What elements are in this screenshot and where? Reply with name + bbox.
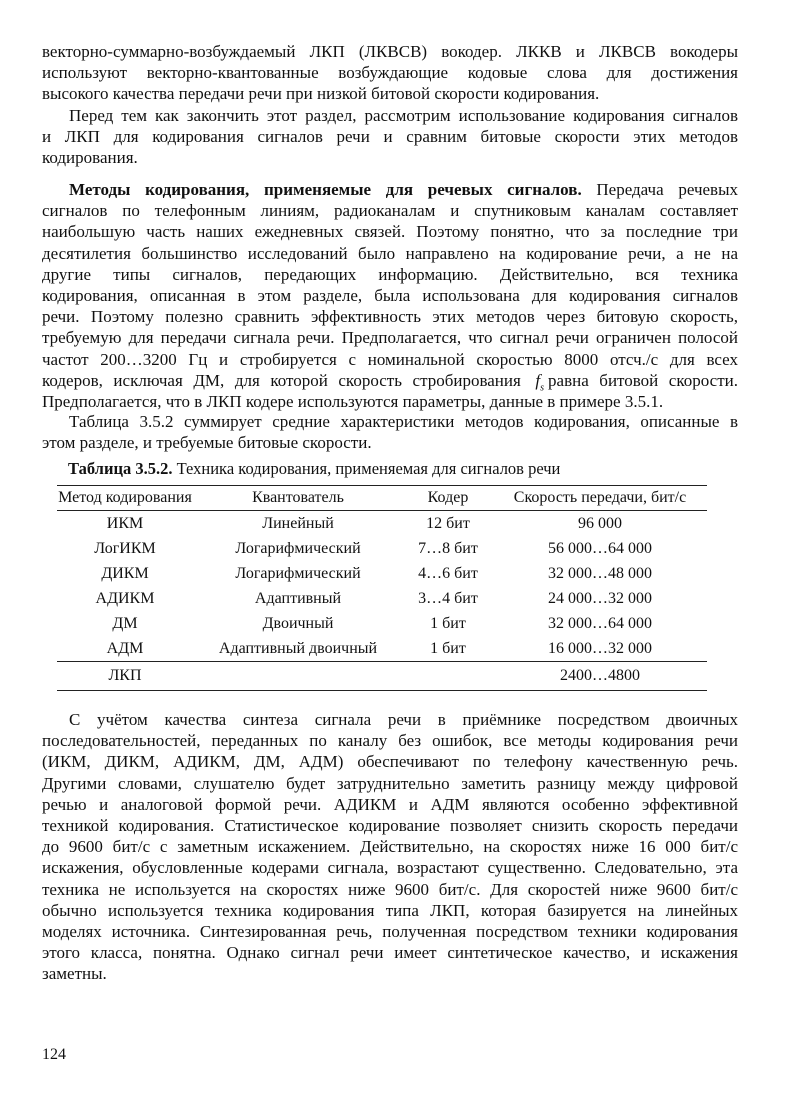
line-text: десятилетия большинство исследований было направлено на кодирование речи, а не на	[42, 243, 738, 263]
line-text: речи. Поэтому полезно сравнить эффективность этих методов через битовую скорость,	[42, 307, 738, 327]
line-text: речью и аналоговой формой речи. АДИКМ и АДМ являются особенно эффективной	[42, 794, 738, 814]
line-text: Перед тем как закончить этот раздел, рассмотрим использование кодирования сигналов	[69, 106, 738, 125]
cell-bitrate: 32 000…64 000	[548, 614, 652, 632]
text-line	[42, 411, 738, 432]
header-quantizer: Квантователь	[193, 486, 403, 511]
line-text: техника не используется на скоростях ниже 9600 бит/с. Для скоростей ниже 9600 бит/с	[42, 879, 738, 899]
table-caption	[68, 459, 560, 479]
line-text: последовательностей, переданных по каналу без ошибок, все методы кодирования речи	[42, 731, 738, 751]
line-text: Другими словами, слушателю будет затруднительно заметить разницу между цифровой	[42, 773, 738, 793]
line-text: кодирования.	[42, 148, 138, 168]
coding-techniques-table	[57, 485, 707, 691]
text-line	[42, 221, 738, 242]
line-text: высокого качества передачи речи при низкой битовой скорости кодирования.	[42, 84, 600, 104]
cell-method: ДМ	[112, 614, 138, 632]
paragraph-intro	[42, 105, 738, 169]
line-text: до 9600 бит/с с заметным искажением. Действительно, на скоростях ниже 16 000 бит/с	[42, 837, 738, 857]
line-text: этом разделе, и требуемые битовые скорости.	[42, 433, 372, 453]
cell-quantizer: Адаптивный	[254, 589, 342, 607]
cell-coder: 1 бит	[430, 614, 466, 632]
section-heading-inline: Методы кодирования, применяемые для речевых сигналов.	[69, 180, 582, 199]
cell-bitrate: 32 000…48 000	[548, 564, 652, 582]
text-line	[42, 900, 738, 921]
line-text: кодеров, исключая ДМ, для которой скорость стробирования	[42, 370, 521, 390]
text-line	[42, 709, 738, 730]
text-line	[42, 327, 738, 348]
text-line	[42, 836, 738, 857]
cell-quantizer: Логарифмический	[235, 539, 361, 557]
line-text: равна битовой скорости.	[548, 370, 738, 390]
table-header-row	[57, 486, 707, 511]
cell-coder: 7…8 бит	[418, 539, 478, 557]
cell-quantizer: Двоичный	[262, 614, 334, 632]
line-text: моделях источника. Синтезированная речь, полученная посредством техники кодирования	[42, 921, 738, 941]
cell-method: ЛКП	[57, 662, 193, 691]
cell-quantizer: Линейный	[262, 514, 334, 532]
cell-method: ИКМ	[106, 514, 144, 532]
paragraph-conclusion	[42, 709, 738, 984]
text-line	[42, 730, 738, 751]
cell-coder: 12 бит	[426, 514, 470, 532]
line-text: наибольшую часть наших ежедневных связей. Поэтому понятно, что за последние три	[42, 222, 738, 242]
cell-method: ЛогИКМ	[94, 539, 156, 557]
cell-bitrate: 96 000	[578, 514, 622, 532]
table-row	[57, 636, 707, 662]
text-line	[42, 147, 738, 168]
cell-coder: 3…4 бит	[418, 589, 478, 607]
cell-coder	[403, 662, 493, 691]
table-caption-label: Таблица 3.5.2.	[68, 459, 173, 478]
line-text: Передача речевых	[596, 180, 738, 199]
text-line	[42, 432, 738, 453]
header-bitrate: Скорость передачи, бит/с	[493, 486, 707, 511]
line-text: и ЛКП для кодирования сигналов речи и сравним битовые скорости этих методов	[42, 127, 738, 147]
line-text: векторно-суммарно-возбуждаемый ЛКП (ЛКВСВ) вокодер. ЛККВ и ЛКВСВ вокодеры	[42, 42, 738, 61]
table-row	[57, 511, 707, 537]
line-text: С учётом качества синтеза сигнала речи в приёмнике посредством двоичных	[69, 710, 738, 729]
cell-quantizer	[193, 662, 403, 691]
symbol-f: f	[535, 370, 541, 390]
text-line	[42, 105, 738, 126]
line-text: (ИКМ, ДИКМ, АДИКМ, ДМ, АДМ) обеспечивают по телефону качественную речь.	[42, 752, 738, 772]
line-text: кодирования, описанная в этом разделе, была использована для кодирования сигналов	[42, 285, 738, 305]
text-line	[42, 815, 738, 836]
line-text: обычно используется техника кодирования типа ЛКП, которая базируется на линейных	[42, 900, 738, 920]
text-line	[42, 391, 738, 412]
text-line	[42, 264, 738, 285]
text-line	[42, 879, 738, 900]
line-text: Таблица 3.5.2 суммирует средние характеристики методов кодирования, описанные в	[69, 412, 738, 431]
table-row	[57, 586, 707, 611]
table-row	[57, 611, 707, 636]
text-line	[42, 243, 738, 264]
header-coder: Кодер	[403, 486, 493, 511]
line-text: другие типы сигналов, передающих информацию. Действительно, вся техника	[42, 264, 738, 284]
cell-coder: 1 бит	[430, 639, 466, 657]
line-text: искажения, обусловленные кодерами сигнала, возрастают существенно. Следовательно, эта	[42, 858, 738, 878]
page-number: 124	[42, 1046, 66, 1063]
text-line	[42, 794, 738, 815]
cell-bitrate: 56 000…64 000	[548, 539, 652, 557]
line-text: Предполагается, что в ЛКП кодере используются параметры, данные в примере 3.5.1.	[42, 391, 664, 411]
line-text: частот 200…3200 Гц и стробируется с номинальной скоростью 8000 отсч./с для всех	[42, 349, 738, 369]
table-row	[57, 536, 707, 561]
text-line	[42, 126, 738, 147]
text-line	[42, 179, 738, 200]
paragraph-table-reference	[42, 411, 738, 453]
cell-coder: 4…6 бит	[418, 564, 478, 582]
cell-bitrate: 16 000…32 000	[548, 639, 652, 657]
cell-quantizer: Логарифмический	[235, 564, 361, 582]
paragraph-continuation	[42, 41, 738, 105]
header-method: Метод кодирования	[57, 486, 193, 511]
text-line	[42, 921, 738, 942]
table-caption-text: Техника кодирования, применяемая для сигналов речи	[176, 459, 561, 478]
cell-method: ДИКМ	[101, 564, 149, 582]
text-line	[42, 83, 738, 104]
text-line	[42, 751, 738, 772]
cell-quantizer: Адаптивный двоичный	[218, 639, 378, 657]
text-line	[42, 963, 738, 984]
line-text: используют векторно-квантованные возбуждающие кодовые слова для достижения	[42, 63, 738, 83]
text-line	[42, 942, 738, 963]
symbol-subscript: s	[540, 382, 545, 394]
text-line	[42, 857, 738, 878]
cell-bitrate: 24 000…32 000	[548, 589, 652, 607]
cell-bitrate: 2400…4800	[493, 662, 707, 691]
line-text: заметны.	[42, 964, 107, 984]
text-line	[42, 41, 738, 62]
text-line	[42, 200, 738, 221]
text-line	[42, 773, 738, 794]
cell-method: АДМ	[106, 639, 144, 657]
sampling-frequency-symbol	[535, 370, 545, 394]
cell-method: АДИКМ	[95, 589, 155, 607]
text-line	[42, 62, 738, 83]
text-line	[42, 285, 738, 306]
text-line	[42, 370, 738, 394]
paragraph-coding-methods	[42, 179, 738, 412]
line-text: сигналов по телефонным линиям, радиоканалам и спутниковым каналам составляет	[42, 201, 738, 221]
text-line	[42, 306, 738, 327]
line-text: требуемую для передачи сигнала речи. Предполагается, что сигнал речи ограничен полосой	[42, 328, 738, 348]
line-text: этого класса, понятна. Однако сигнал речи имеет синтетическое качество, и искажения	[42, 943, 738, 963]
table-row	[57, 561, 707, 586]
text-line	[42, 349, 738, 370]
table-row-lpc	[57, 662, 707, 691]
line-text: техникой кодирования. Статистическое кодирование позволяет снизить скорость передачи	[42, 815, 738, 835]
